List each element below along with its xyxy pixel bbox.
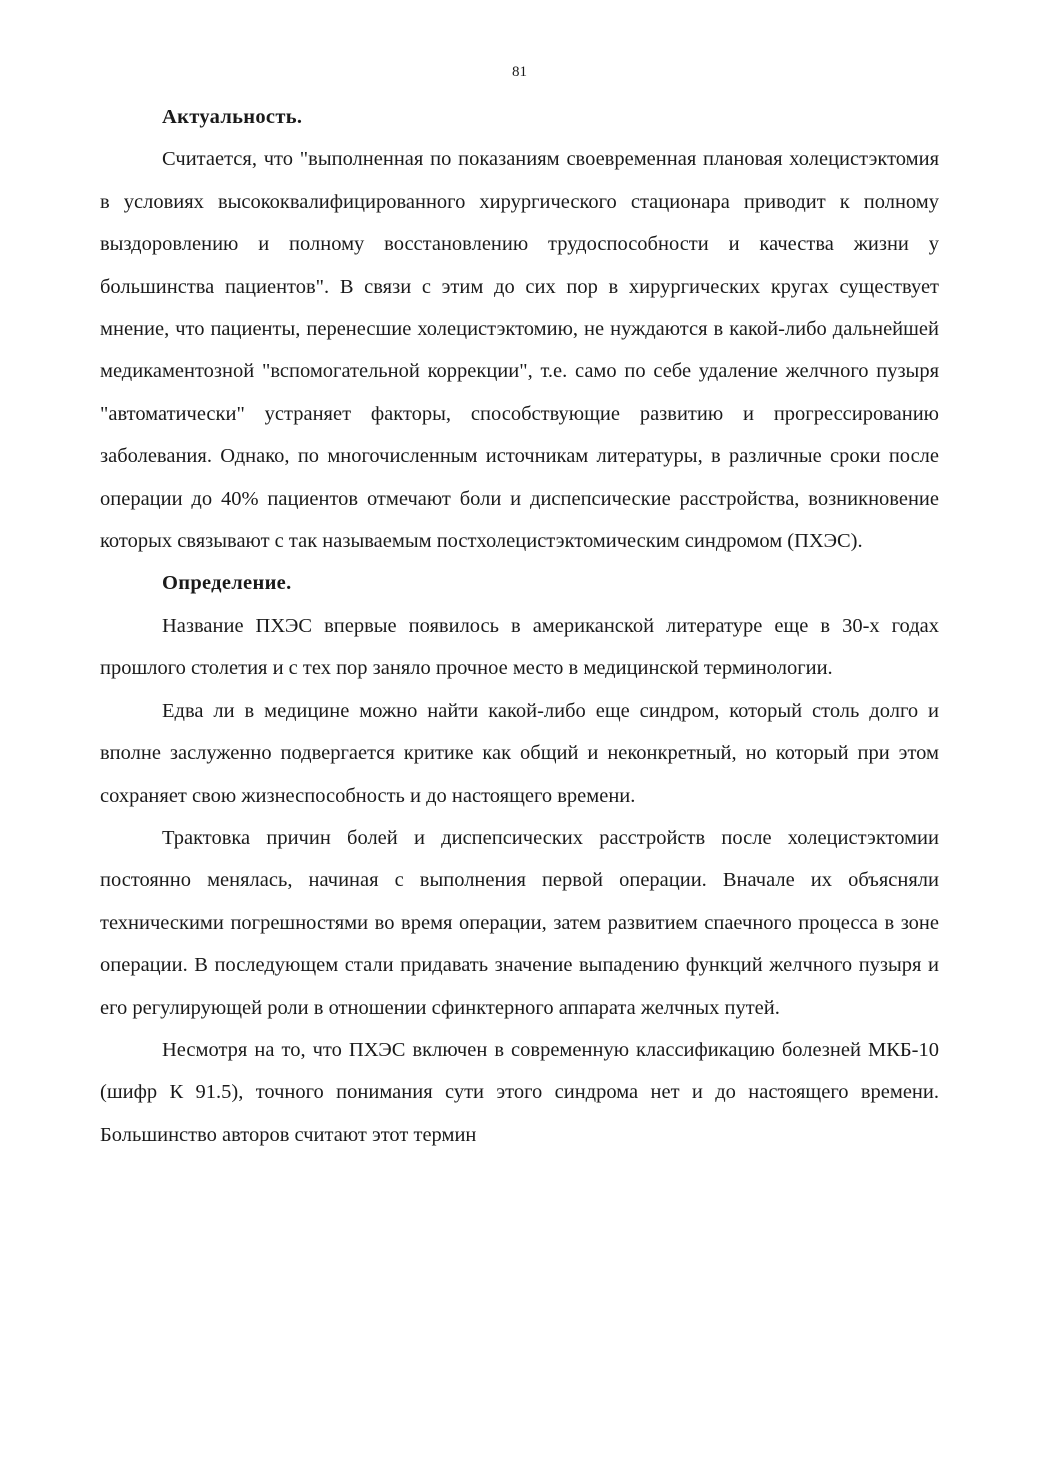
paragraph-definition-interpretation: Трактовка причин болей и диспепсических расстройств после холецистэктомии постоянно менялась, начиная с выполнения первой операции. Вначале их объясняли техническими погрешностями во время операции, затем развитием спаечного процесса в зоне операции. В последующем стали придавать значение выпадению функций желчного пузыря и его регулирующей роли в отношении сфинктерного аппарата желчных путей. bbox=[100, 826, 939, 1019]
paragraph-definition-origin: Название ПХЭС впервые появилось в американской литературе еще в 30-х годах прошлого столетия и с тех пор заняло прочное место в медицинской терминологии. bbox=[100, 614, 939, 680]
page-content bbox=[100, 96, 939, 1156]
paragraph-definition-classification: Несмотря на то, что ПХЭС включен в современную классификацию болезней МКБ-10 (шифр К 91.5), точного понимания сути этого синдрома нет и до настоящего времени. Большинство авторов считают этот термин bbox=[100, 1038, 939, 1146]
page-number: 81 bbox=[512, 64, 527, 80]
section-heading-definition: Определение. bbox=[162, 572, 292, 595]
paragraph-definition-criticism: Едва ли в медицине можно найти какой-либо еще синдром, который столь долго и вполне заслуженно подвергается критике как общий и неконкретный, но который при этом сохраняет свою жизнеспособность и до настоящего времени. bbox=[100, 699, 939, 807]
paragraph-relevance: Считается, что "выполненная по показаниям своевременная плановая холецистэктомия в условиях высококвалифицированного хирургического стационара приводит к полному выздоровлению и полному восстановлению трудоспособности и качества жизни у большинства пациентов". В связи с этим до сих пор в хирургических кругах существует мнение, что пациенты, перенесшие холецистэктомию, не нуждаются в какой-либо дальнейшей медикаментозной "вспомогательной коррекции", т.е. само по себе удаление желчного пузыря "автоматически" устраняет факторы, способствующие развитию и прогрессированию заболевания. Однако, по многочисленным источникам литературы, в различные сроки после операции до 40% пациентов отмечают боли и диспепсические расстройства, возникновение которых связывают с так называемым постхолецистэктомическим синдромом (ПХЭС). bbox=[100, 148, 939, 553]
section-heading-relevance: Актуальность. bbox=[162, 106, 303, 128]
